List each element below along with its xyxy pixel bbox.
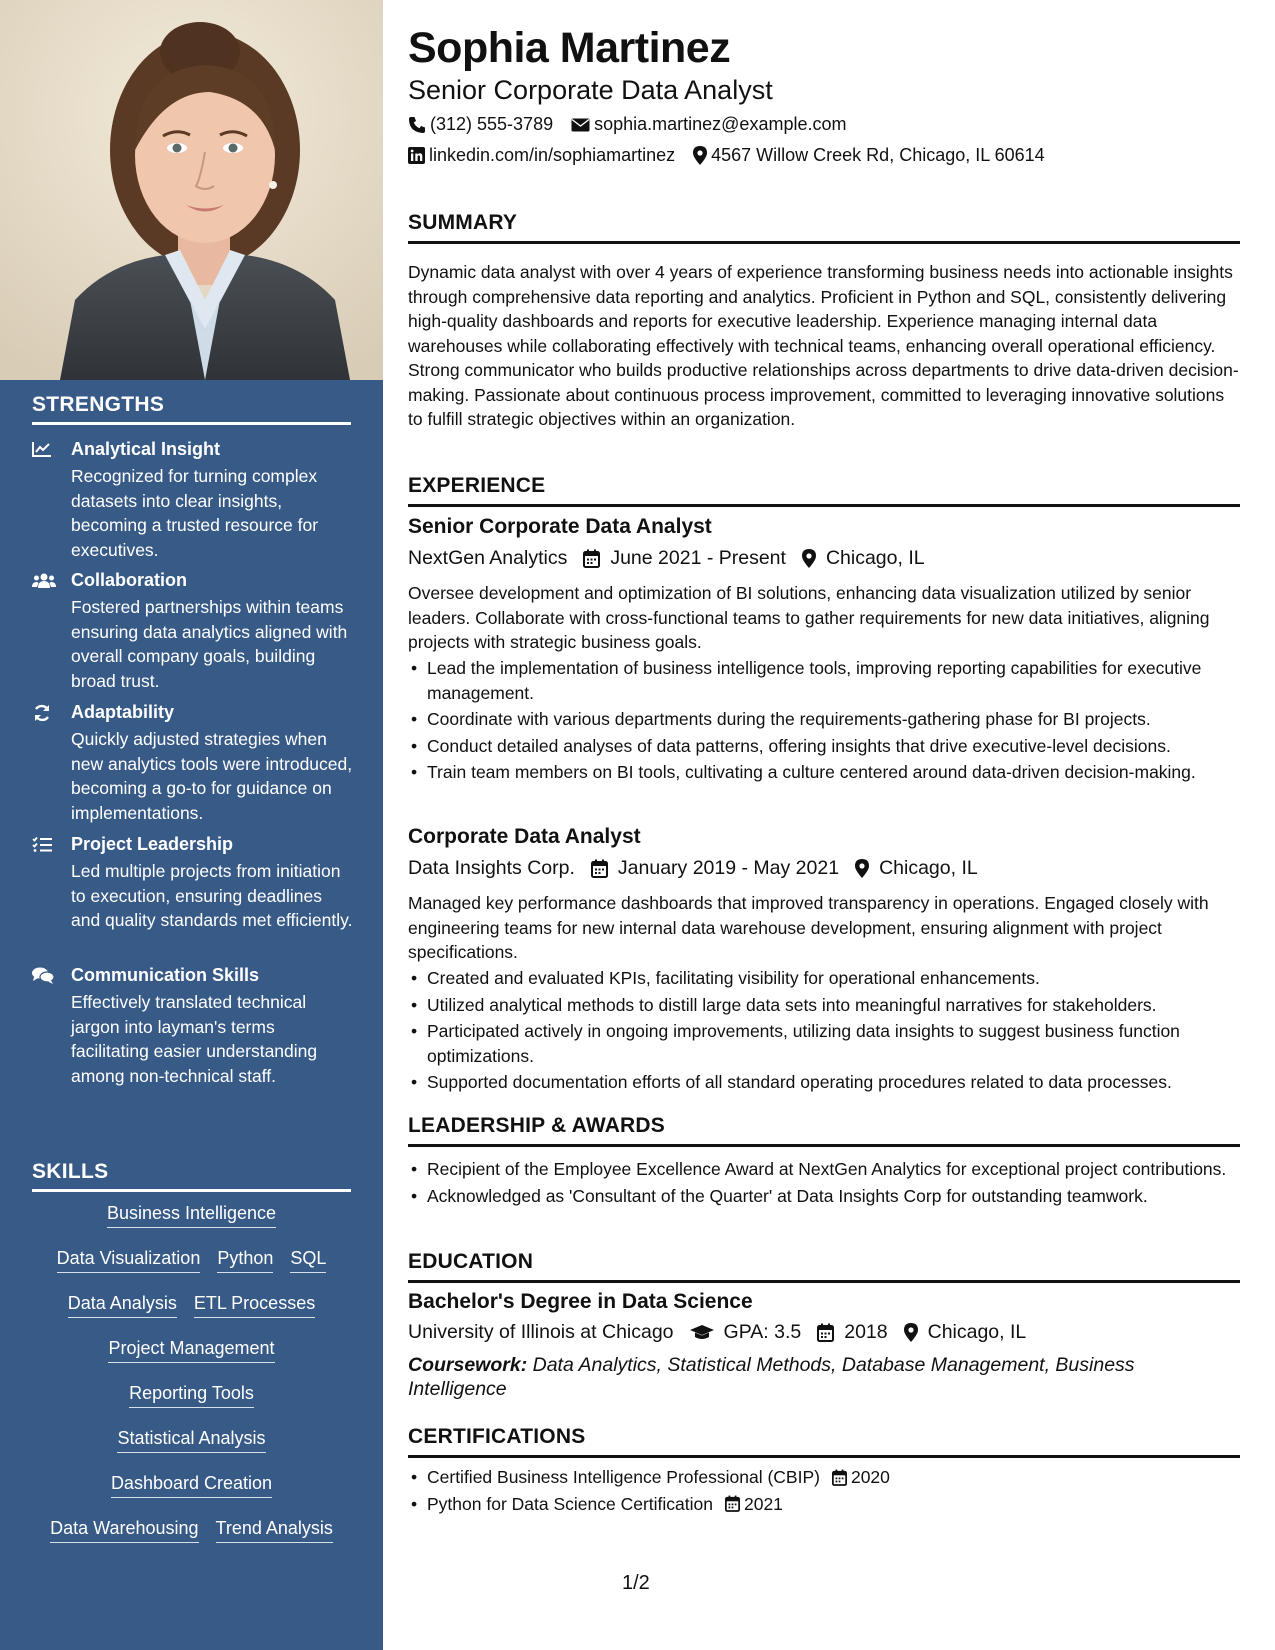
school-location-text: Chicago, IL xyxy=(927,1321,1027,1343)
coursework xyxy=(408,1353,1168,1401)
skill-tag: Statistical Analysis xyxy=(117,1428,265,1453)
list-item xyxy=(408,1465,1240,1490)
job-location xyxy=(802,547,925,570)
certification-name: • Python for Data Science Certification xyxy=(427,1493,713,1514)
candidate-title: Senior Corporate Data Analyst xyxy=(408,75,773,105)
list-item: • Recipient of the Employee Excellence Award at NextGen Analytics for exceptional project contributions. xyxy=(408,1157,1240,1182)
skill-tag: Project Management xyxy=(108,1338,274,1363)
skill-tag: Trend Analysis xyxy=(216,1518,333,1543)
awards-heading: LEADERSHIP & AWARDS xyxy=(408,1114,1240,1147)
tasks-icon xyxy=(32,836,54,854)
graduation-year-text: 2018 xyxy=(844,1321,888,1343)
job-dates xyxy=(583,547,786,570)
graduation-year xyxy=(817,1321,887,1344)
job-bullets xyxy=(408,656,1240,787)
skill-row xyxy=(22,1293,361,1338)
calendar-icon xyxy=(725,1495,740,1512)
calendar-icon xyxy=(832,1469,847,1486)
skill-tag: Data Visualization xyxy=(57,1248,201,1273)
email-contact[interactable] xyxy=(571,114,846,135)
page-number: 1/2 xyxy=(622,1572,650,1594)
strength-description: Led multiple projects from initiation to execution, ensuring deadlines and quality standards met efficiently. xyxy=(71,861,353,930)
strength-description: Fostered partnerships within teams ensuring data analytics aligned with overall company goals, building broad trust. xyxy=(71,597,348,691)
certification-name: • Certified Business Intelligence Professional (CBIP) xyxy=(427,1467,820,1487)
list-item: • Participated actively in ongoing improvements, utilizing data insights to suggest business function optimizations. xyxy=(408,1019,1240,1068)
map-pin-icon xyxy=(802,549,816,568)
linkedin-url: linkedin.com/in/sophiamartinez xyxy=(429,145,676,165)
linkedin-icon xyxy=(408,147,425,164)
job-meta xyxy=(408,857,994,880)
coursework-label: Coursework: xyxy=(408,1354,528,1376)
job-dates-text: January 2019 - May 2021 xyxy=(617,857,840,879)
skill-row xyxy=(22,1338,361,1383)
skill-tag: Data Analysis xyxy=(68,1293,177,1318)
list-item: • Created and evaluated KPIs, facilitating visibility for operational enhancements. xyxy=(408,966,1240,991)
strength-title: Project Leadership xyxy=(71,834,234,854)
phone-number: (312) 555-3789 xyxy=(430,114,554,134)
skill-tag: Reporting Tools xyxy=(129,1383,254,1408)
skill-tag: Python xyxy=(217,1248,273,1273)
skills-list xyxy=(22,1203,361,1563)
job-role: Senior Corporate Data Analyst xyxy=(408,515,712,538)
users-icon xyxy=(32,572,54,590)
address-text: 4567 Willow Creek Rd, Chicago, IL 60614 xyxy=(711,145,1045,165)
summary-heading: SUMMARY xyxy=(408,211,1240,244)
contact-row xyxy=(408,145,1063,166)
list-item xyxy=(408,1492,1240,1517)
skill-row xyxy=(22,1473,361,1518)
strength-title: Collaboration xyxy=(71,570,187,590)
calendar-icon xyxy=(817,1323,834,1342)
profile-photo-illustration xyxy=(0,0,383,380)
company-name: NextGen Analytics xyxy=(408,547,568,569)
candidate-name: Sophia Martinez xyxy=(408,24,731,72)
skill-row xyxy=(22,1428,361,1473)
education-heading: EDUCATION xyxy=(408,1250,1240,1283)
chart-line-icon xyxy=(32,441,54,459)
skill-tag: Business Intelligence xyxy=(107,1203,276,1228)
graduation-cap-icon xyxy=(690,1324,714,1341)
sidebar xyxy=(0,0,383,1650)
job-location-text: Chicago, IL xyxy=(825,547,925,569)
job-bullets xyxy=(408,966,1240,1097)
list-item: • Train team members on BI tools, cultivating a culture centered around data-driven decision-making. xyxy=(408,760,1240,785)
email-address: sophia.martinez@example.com xyxy=(594,114,847,134)
job-description: Managed key performance dashboards that improved transparency in operations. Engaged closely with engineering teams for new internal data warehouse development, ensuring alignment with project specifications. xyxy=(408,893,1209,962)
skill-tag: SQL xyxy=(290,1248,326,1273)
phone-icon xyxy=(408,116,426,134)
address-contact xyxy=(693,145,1045,166)
certifications-list xyxy=(408,1465,1240,1518)
list-item: • Supported documentation efforts of all standard operating procedures related to data processes. xyxy=(408,1070,1240,1095)
phone-contact[interactable] xyxy=(408,114,553,135)
comments-icon xyxy=(32,967,54,985)
gpa xyxy=(690,1321,802,1344)
map-pin-icon xyxy=(904,1323,918,1342)
degree-title: Bachelor's Degree in Data Science xyxy=(408,1290,753,1313)
list-item: • Acknowledged as 'Consultant of the Quarter' at Data Insights Corp for outstanding teamwork. xyxy=(408,1184,1240,1209)
coursework-text: Data Analytics, Statistical Methods, Database Management, Business Intelligence xyxy=(408,1354,1135,1400)
map-pin-icon xyxy=(855,859,869,878)
school-location xyxy=(904,1321,1027,1344)
contact-row xyxy=(408,114,864,135)
list-item: • Utilized analytical methods to distill large data sets into meaningful narratives for stakeholders. xyxy=(408,993,1240,1018)
strength-description: Recognized for turning complex datasets into clear insights, becoming a trusted resource for executives. xyxy=(71,466,319,560)
strength-description: Quickly adjusted strategies when new analytics tools were introduced, becoming a go-to for guidance on implementations. xyxy=(71,729,353,823)
linkedin-contact[interactable] xyxy=(408,145,675,166)
education-meta xyxy=(408,1321,1042,1344)
summary-text: Dynamic data analyst with over 4 years of experience transforming business needs into actionable insights through comprehensive data reporting and analytics. Proficient in Python and SQL, consistently delivering high-quality dashboards and reports for executive leadership. Experience managing internal data warehouses while collaborating effectively with technical teams, enhancing overall operational efficiency. Strong communicator who builds productive relationships across departments to drive data-driven decision-making. Passionate about continuous process improvement, committed to leveraging innovative solutions to fulfill strategic objectives within an organization. xyxy=(408,262,1239,429)
experience-heading: EXPERIENCE xyxy=(408,474,1240,507)
strength-description: Effectively translated technical jargon into layman's terms facilitating easier understanding among non-technical staff. xyxy=(71,992,318,1086)
sync-icon xyxy=(32,704,54,722)
list-item: • Lead the implementation of business intelligence tools, improving reporting capabilities for executive management. xyxy=(408,656,1240,705)
job-dates xyxy=(591,857,839,880)
certification-year: 2020 xyxy=(850,1467,890,1487)
skill-row xyxy=(22,1383,361,1428)
calendar-icon xyxy=(583,549,600,568)
map-pin-icon xyxy=(693,146,707,165)
certifications-heading: CERTIFICATIONS xyxy=(408,1425,1240,1458)
skill-tag: Dashboard Creation xyxy=(111,1473,272,1498)
strength-title: Analytical Insight xyxy=(71,439,221,459)
job-dates-text: June 2021 - Present xyxy=(610,547,786,569)
calendar-icon xyxy=(591,859,608,878)
profile-photo xyxy=(0,0,383,380)
company-name: Data Insights Corp. xyxy=(408,857,575,879)
strength-title: Adaptability xyxy=(71,702,175,722)
envelope-icon xyxy=(571,117,590,132)
gpa-text: GPA: 3.5 xyxy=(723,1321,802,1343)
job-description: Oversee development and optimization of BI solutions, enhancing data visualization utilized by senior leaders. Collaborate with cross-functional teams to gather requirements for new data initiatives, aligning projects with strategic business goals. xyxy=(408,583,1210,652)
skill-row xyxy=(22,1518,361,1563)
strength-title: Communication Skills xyxy=(71,965,260,985)
job-location-text: Chicago, IL xyxy=(879,857,978,879)
strengths-heading: STRENGTHS xyxy=(32,393,351,425)
list-item: • Conduct detailed analyses of data patterns, offering insights that drive executive-level decisions. xyxy=(408,734,1240,759)
job-location xyxy=(855,857,978,880)
awards-list xyxy=(408,1157,1240,1210)
skill-row xyxy=(22,1248,361,1293)
skills-heading: SKILLS xyxy=(32,1160,351,1192)
skill-row xyxy=(22,1203,361,1248)
skill-tag: Data Warehousing xyxy=(50,1518,198,1543)
school-name: University of Illinois at Chicago xyxy=(408,1321,674,1343)
certification-year: 2021 xyxy=(743,1493,783,1514)
job-meta xyxy=(408,547,941,570)
list-item: • Coordinate with various departments during the requirements-gathering phase for BI projects. xyxy=(408,707,1240,732)
skill-tag: ETL Processes xyxy=(194,1293,315,1318)
job-role: Corporate Data Analyst xyxy=(408,825,641,848)
